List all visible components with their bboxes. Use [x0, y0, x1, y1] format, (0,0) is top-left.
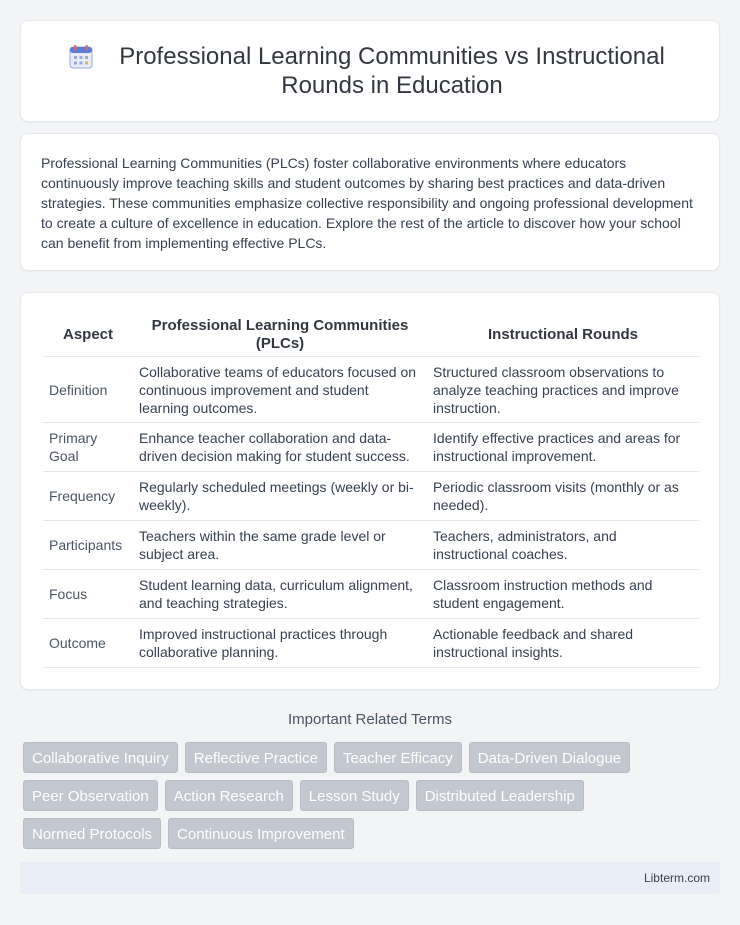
- row-plc-value: Enhance teacher collaboration and data-driven decision making for student success.: [133, 423, 427, 472]
- tag-row: [23, 818, 723, 849]
- tag-teacher-efficacy[interactable]: Teacher Efficacy: [334, 742, 462, 773]
- intro-card: [20, 133, 720, 271]
- comparison-card: [20, 292, 720, 690]
- table-row: [43, 570, 699, 619]
- header-card: [20, 20, 720, 122]
- row-aspect: Definition: [43, 357, 133, 423]
- related-terms-tags: [23, 742, 723, 856]
- row-plc-value: Collaborative teams of educators focused on continuous improvement and student learning outcomes.: [133, 357, 427, 423]
- intro-paragraph: Professional Learning Communities (PLCs) foster collaborative environments where educators continuously improve teaching skills and student outcomes by sharing best practices and data-driven strategies. These communities emphasize collective responsibility and ongoing professional development to create a culture of excellence in education. Explore the rest of the article to discover how your school can benefit from implementing effective PLCs.: [41, 155, 693, 251]
- header-plc: Professional Learning Communities (PLCs): [133, 307, 427, 357]
- tag-action-research[interactable]: Action Research: [165, 780, 293, 811]
- row-aspect: Primary Goal: [43, 423, 133, 472]
- row-ir-value: Identify effective practices and areas for instructional improvement.: [427, 423, 699, 472]
- row-aspect: Frequency: [43, 472, 133, 521]
- tag-normed-protocols[interactable]: Normed Protocols: [23, 818, 161, 849]
- tag-distributed-leadership[interactable]: Distributed Leadership: [416, 780, 584, 811]
- row-aspect: Participants: [43, 521, 133, 570]
- tag-data-driven-dialogue[interactable]: Data-Driven Dialogue: [469, 742, 630, 773]
- row-ir-value: Periodic classroom visits (monthly or as needed).: [427, 472, 699, 521]
- row-aspect: Focus: [43, 570, 133, 619]
- table-header-row: [43, 307, 699, 357]
- footer-site-link[interactable]: Libterm.com: [643, 871, 710, 885]
- comparison-table: [43, 307, 699, 668]
- row-plc-value: Improved instructional practices through collaborative planning.: [133, 619, 427, 668]
- footer: [20, 862, 720, 894]
- table-row: [43, 472, 699, 521]
- header-instructional-rounds: Instructional Rounds: [427, 307, 699, 357]
- related-terms-title: Important Related Terms: [288, 711, 452, 728]
- row-plc-value: Regularly scheduled meetings (weekly or bi-weekly).: [133, 472, 427, 521]
- tag-continuous-improvement[interactable]: Continuous Improvement: [168, 818, 354, 849]
- row-ir-value: Structured classroom observations to analyze teaching practices and improve instruction.: [427, 357, 699, 423]
- table-row: [43, 423, 699, 472]
- calendar-icon: [68, 44, 94, 70]
- row-ir-value: Actionable feedback and shared instructional insights.: [427, 619, 699, 668]
- page-title: Professional Learning Communities vs Instructional Rounds in Education: [119, 43, 665, 99]
- row-plc-value: Teachers within the same grade level or subject area.: [133, 521, 427, 570]
- table-row: [43, 357, 699, 423]
- tag-peer-observation[interactable]: Peer Observation: [23, 780, 158, 811]
- row-aspect: Outcome: [43, 619, 133, 668]
- row-ir-value: Teachers, administrators, and instructional coaches.: [427, 521, 699, 570]
- table-row: [43, 521, 699, 570]
- tag-row: [23, 780, 723, 811]
- title-wrap: [21, 18, 719, 124]
- tag-row: [23, 742, 723, 773]
- header-aspect: Aspect: [43, 307, 133, 357]
- tag-lesson-study[interactable]: Lesson Study: [300, 780, 409, 811]
- tag-collaborative-inquiry[interactable]: Collaborative Inquiry: [23, 742, 178, 773]
- row-plc-value: Student learning data, curriculum alignment, and teaching strategies.: [133, 570, 427, 619]
- tag-reflective-practice[interactable]: Reflective Practice: [185, 742, 327, 773]
- row-ir-value: Classroom instruction methods and student engagement.: [427, 570, 699, 619]
- table-row: [43, 619, 699, 668]
